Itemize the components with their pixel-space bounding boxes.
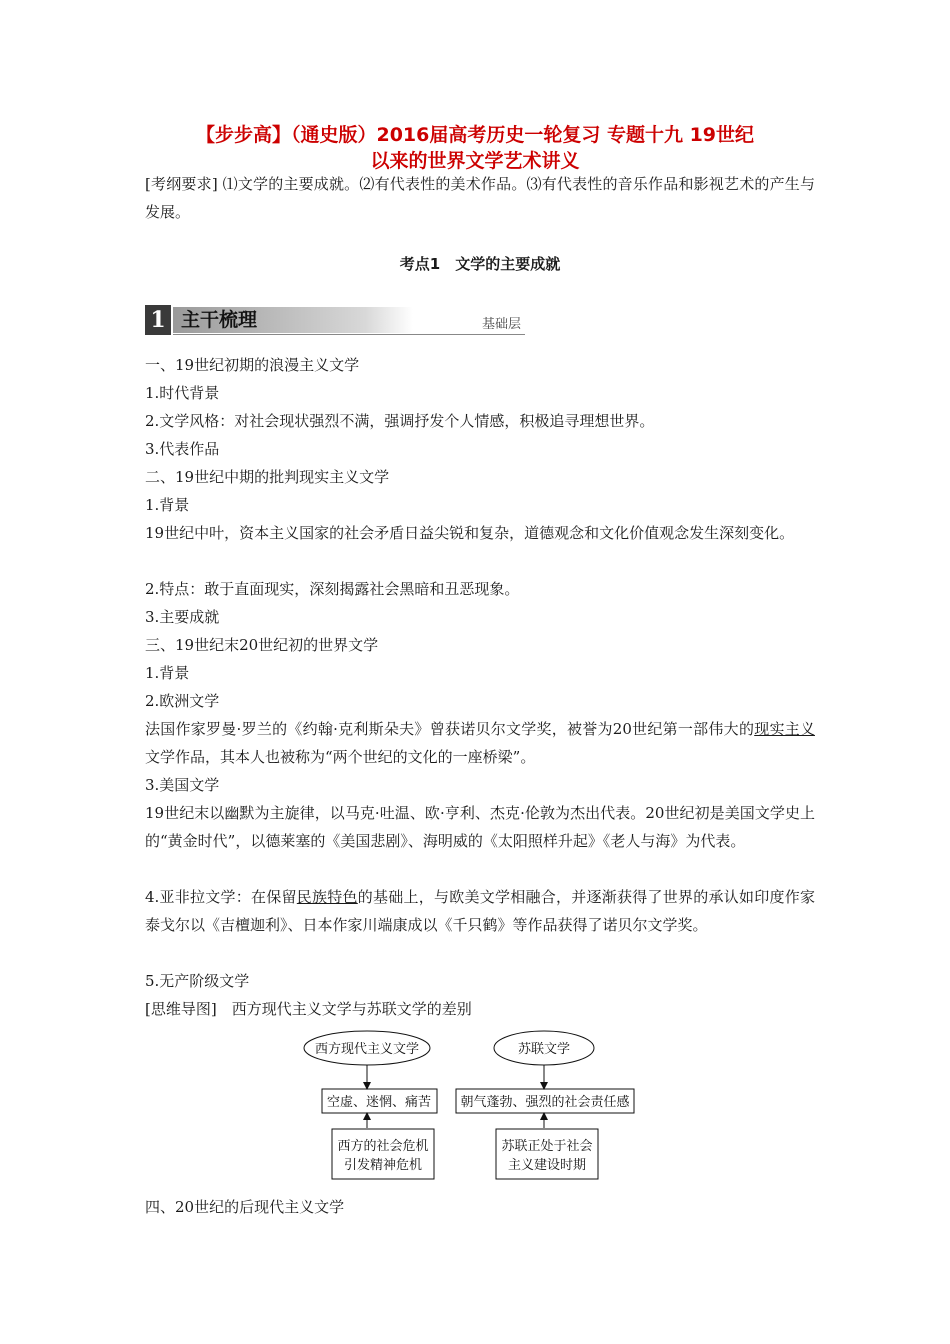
- left-bottom-line-2: 引发精神危机: [343, 1158, 423, 1173]
- mind-map-diagram: [300, 1028, 640, 1188]
- text-b: 文学作品，其本人也被称为“两个世纪的文化的一座桥梁”。: [145, 748, 536, 766]
- line-style: 2.文学风格：对社会现状强烈不满，强调抒发个人情感，积极追寻理想世界。: [145, 412, 655, 430]
- line-realism: 二、19世纪中期的批判现实主义文学: [145, 468, 390, 486]
- text-a: 4.亚非拉文学：在保留: [145, 888, 297, 906]
- line-america-text: 19世纪末以幽默为主旋律，以马克·吐温、欧·亨利、杰克·伦敦为杰出代表。20世纪初是美国文学史上的“黄金时代”，以德莱塞的《美国悲剧》、海明威的《太阳照样升起》《老人与海》为代表。: [145, 804, 815, 850]
- right-bottom-line-2: 主义建设时期: [507, 1158, 587, 1173]
- line-romain-rolland: [145, 715, 815, 771]
- line-background-3: 1.背景: [145, 664, 190, 682]
- left-title: 西方现代主义文学: [314, 1042, 420, 1057]
- line-background-text: 19世纪中叶，资本主义国家的社会矛盾日益尖锐和复杂，道德观念和文化价值观念发生深刻变化。: [145, 524, 795, 542]
- title-line-1: 【步步高】（通史版）2016届高考历史一轮复习 专题十九 19世纪: [195, 124, 755, 146]
- right-mid: 朝气蓬勃、强烈的社会责任感: [460, 1095, 630, 1110]
- underlined-term: 现实主义: [754, 720, 815, 738]
- banner-rule: [173, 334, 525, 335]
- section-heading: 考点1 文学的主要成就: [399, 255, 561, 273]
- section-banner: [145, 305, 525, 335]
- line-background-1: 1.时代背景: [145, 384, 220, 402]
- line-postmodernism: 四、20世纪的后现代主义文学: [145, 1198, 345, 1216]
- left-bottom-line-1: 西方的社会危机: [337, 1139, 429, 1154]
- title-line-2: 以来的世界文学艺术讲义: [370, 150, 580, 172]
- right-title: 苏联文学: [517, 1042, 571, 1057]
- document-title: [120, 122, 830, 174]
- left-mid: 空虚、迷惘、痛苦: [326, 1095, 432, 1110]
- banner-label: 主干梳理: [181, 309, 258, 331]
- exam-requirements: [考纲要求] ⑴文学的主要成就。⑵有代表性的美术作品。⑶有代表性的音乐作品和影视艺术的产生与发展。: [145, 175, 815, 221]
- line-europe: 2.欧洲文学: [145, 692, 220, 710]
- line-asia-africa-latin: [145, 883, 815, 939]
- line-works: 3.代表作品: [145, 440, 220, 458]
- line-proletarian: 5.无产阶级文学: [145, 972, 250, 990]
- line-features: 2.特点：敢于直面现实，深刻揭露社会黑暗和丑恶现象。: [145, 580, 520, 598]
- banner-number: 1: [145, 305, 171, 335]
- line-romanticism: 一、19世纪初期的浪漫主义文学: [145, 356, 360, 374]
- underlined-term: 民族特色: [296, 888, 358, 906]
- line-achievements: 3.主要成就: [145, 608, 220, 626]
- text-b: 的基础上，与欧美文学相融合，并逐渐获得了世界的承认如印度作家泰戈尔以《吉檀迦利》、日本作家川端康成以《千只鹤》等作品获得了诺贝尔文学奖。: [145, 888, 815, 934]
- line-background-2: 1.背景: [145, 496, 190, 514]
- text-a: 法国作家罗曼·罗兰的《约翰·克利斯朵夫》曾获诺贝尔文学奖，被誉为20世纪第一部伟大的: [145, 720, 755, 738]
- banner-tag: 基础层: [481, 317, 521, 332]
- line-mindmap-title: [思维导图] 西方现代主义文学与苏联文学的差别: [145, 1000, 472, 1018]
- line-world-literature: 三、19世纪末20世纪初的世界文学: [145, 636, 379, 654]
- right-bottom-line-1: 苏联正处于社会: [501, 1139, 593, 1154]
- line-america: 3.美国文学: [145, 776, 220, 794]
